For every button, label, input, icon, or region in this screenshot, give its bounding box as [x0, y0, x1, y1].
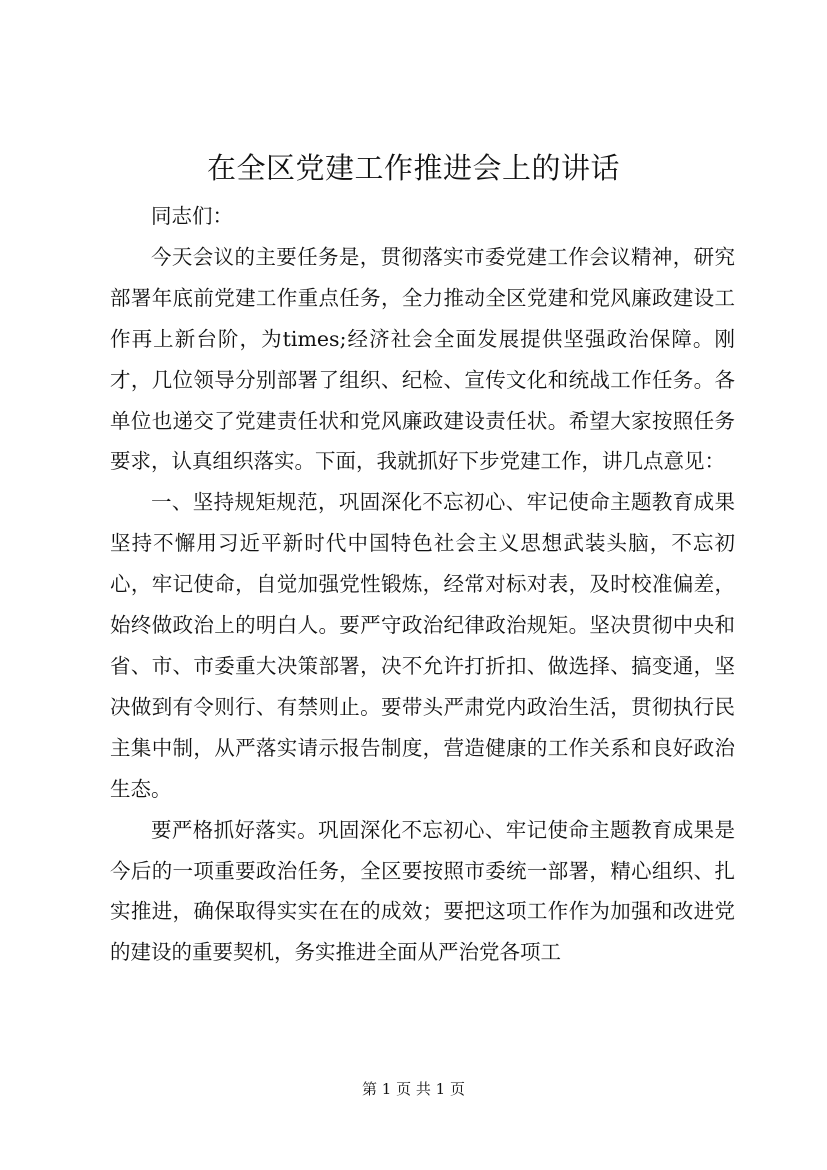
body-paragraph-implementation: 要严格抓好落实。巩固深化不忘初心、牢记使命主题教育成果是今后的一项重要政治任务，全区要按照市委统一部署，精心组织、扎实推进，确保取得实实在在的成效；要把这项工作作为加强和改进党的建设的重要契机，务实推进全面从严治党各项工: [110, 817, 735, 965]
salutation-paragraph: 同志们：: [151, 204, 233, 228]
body-paragraph-intro: 今天会议的主要任务是，贯彻落实市委党建工作会议精神，研究部署年底前党建工作重点任务，全力推动全区党建和党风廉政建设工作再上新台阶，为times;经济社会全面发展提供坚强政治保障。刚才，几位领导分别部署了组织、纪检、宣传文化和统战工作任务。各单位也递交了党建责任状和党风廉政建设责任状。希望大家按照任务要求，认真组织落实。下面，我就抓好下步党建工作，讲几点意见：: [110, 244, 735, 474]
document-body: [110, 196, 735, 973]
page-footer: 第 1 页 共 1 页: [362, 1080, 465, 1098]
body-paragraph-section-one: 一、坚持规矩规范，巩固深化不忘初心、牢记使命主题教育成果坚持不懈用习近平新时代中国特色社会主义思想武装头脑，不忘初心，牢记使命，自觉加强党性锻炼，经常对标对表，及时校准偏差，始终做政治上的明白人。要严守政治纪律政治规矩。坚决贯彻中央和省、市、市委重大决策部署，决不允许打折扣、做选择、搞变通，坚决做到有令则行、有禁则止。要带头严肃党内政治生活，贯彻执行民主集中制，从严落实请示报告制度，营造健康的工作关系和良好政治生态。: [110, 490, 735, 801]
page-title: 在全区党建工作推进会上的讲话: [206, 151, 620, 185]
